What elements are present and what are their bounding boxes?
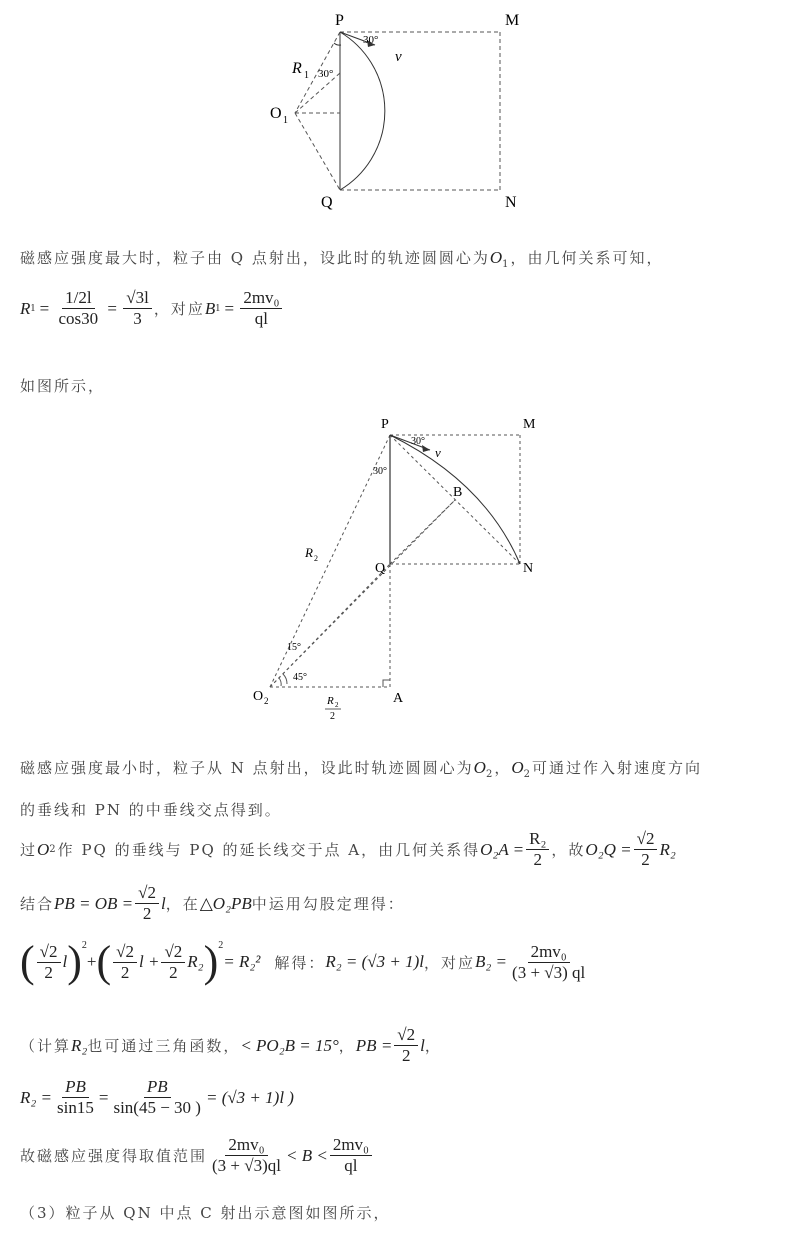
svg-text:B: B xyxy=(453,485,463,500)
svg-text:30°: 30° xyxy=(411,436,425,447)
svg-text:30°: 30° xyxy=(373,466,387,477)
svg-text:Q: Q xyxy=(375,561,386,576)
paragraph-range: 故磁感应强度得取值范围 $\frac{\text{2mv₀}}{(3 + √3)ql}$ < B < $\frac{\text{2mv₀}}{ql}$ xyxy=(20,1135,374,1176)
paragraph-o2a: 过 O 2 作 PQ 的垂线与 PQ 的延长线交于点 A，由几何关系得 O₂A = $\frac{\text{R₂}}{2}$ ，故 O₂Q = $\frac{√2}{2}$ R₂ xyxy=(20,829,676,869)
svg-text:2: 2 xyxy=(314,554,318,563)
label-m: M xyxy=(505,12,520,29)
label-q: Q xyxy=(321,194,333,211)
equation-r1: R 1 = $\frac{1/2l}{\cos 30}$ = $\frac{√3l}{3}$ ，对应 B 1 = $\frac{\text{2mv₀}}{ql}$ xyxy=(20,288,284,329)
label-n: N xyxy=(505,194,517,211)
label-angle-top: 30° xyxy=(363,34,379,46)
label-angle-left: 30° xyxy=(318,68,334,80)
paragraph-min-b: 磁感应强度最小时，粒子从 N 点射出，设此时轨迹圆圆心为$O_2$，$O_2$可通过作入射速度方向 xyxy=(20,758,703,780)
figure-1-diagram xyxy=(255,5,535,220)
svg-text:2: 2 xyxy=(264,696,269,706)
svg-text:15°: 15° xyxy=(287,642,301,653)
svg-text:R: R xyxy=(327,695,334,707)
paragraph-trig: （计算 R₂ 也可通过三角函数， < PO₂B = 15° ， PB = $\frac{√2}{2}$ l ， xyxy=(20,1025,442,1065)
paragraph-pb: 结合 PB = OB = $\frac{√2}{2}$ l ，在 △O₂PB 中运用勾股定理得： xyxy=(20,883,405,923)
paragraph-part-3: （3）粒子从 QN 中点 C 射出示意图如图所示， xyxy=(20,1204,391,1222)
trajectory-arc-1 xyxy=(340,32,385,190)
label-v: v xyxy=(395,49,402,65)
equation-pythagoras: ( $\frac{√2}{2}$ l ) $^2$ + ( $\frac{√2}{2}$ l + $\frac{√2}{2}$ R₂ ) $^2$ = R₂² 解得： R₂ = (√3 + 1)l ，对应 B₂ = $\frac{\text{2mv₀}}{(3 + √3) ql}$ xyxy=(20,937,586,986)
svg-text:A: A xyxy=(393,691,404,706)
svg-text:N: N xyxy=(523,561,534,576)
svg-text:O: O xyxy=(253,689,264,704)
svg-text:R: R xyxy=(305,545,313,560)
svg-text:1: 1 xyxy=(283,115,288,126)
svg-text:v: v xyxy=(435,445,441,460)
label-p: P xyxy=(335,12,344,29)
svg-text:P: P xyxy=(381,417,389,432)
svg-text:2: 2 xyxy=(335,701,339,709)
svg-text:M: M xyxy=(523,417,536,432)
svg-text:2: 2 xyxy=(330,711,335,722)
svg-text:45°: 45° xyxy=(293,672,307,683)
figure-2-diagram xyxy=(245,412,555,722)
equation-r2-trig: R₂ = $\frac{PB}{\sin 15}$ = $\frac{PB}{\sin(45 - 30 )}$ = (√3 + 1)l ) xyxy=(20,1077,294,1117)
label-o1: O xyxy=(270,105,282,122)
svg-text:1: 1 xyxy=(304,70,309,81)
paragraph-as-shown: 如图所示， xyxy=(20,377,106,395)
label-r1: R xyxy=(292,60,302,77)
paragraph-max-b: 磁感应强度最大时，粒子由 Q 点射出，设此时的轨迹圆圆心为$O_1$，由几何关系可知， xyxy=(20,248,664,270)
